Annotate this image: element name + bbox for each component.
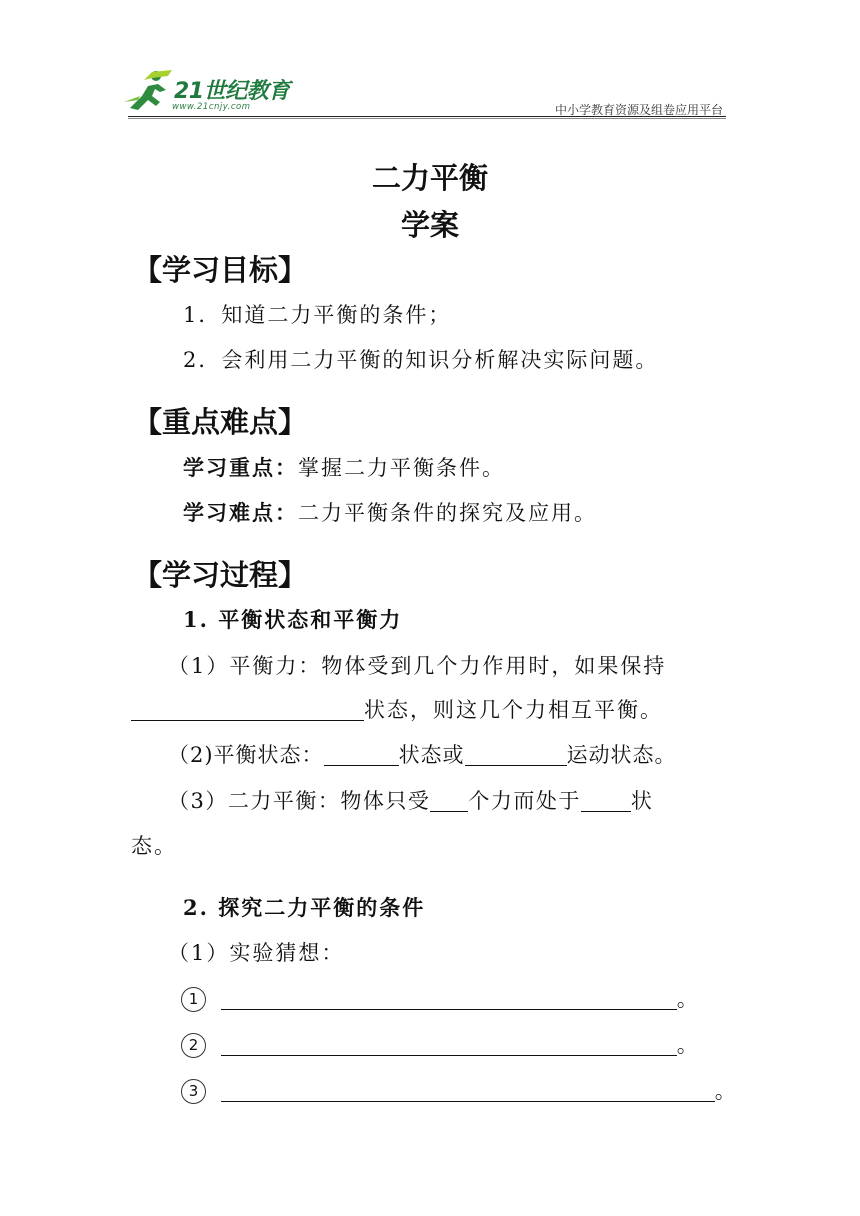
q3-line [168, 785, 653, 815]
guess-end-3: 。 [714, 1079, 738, 1103]
q2-line [168, 739, 677, 769]
q2-text-c: 运动状态。 [566, 743, 677, 767]
objective-item-1: 1．知道二力平衡的条件； [183, 303, 452, 327]
focus-label: 学习重点： [183, 455, 298, 480]
guess-end-2: 。 [676, 1033, 700, 1057]
q2-text-a: （2)平衡状态： [168, 743, 324, 767]
q3-text-b: 个力而处于 [468, 789, 581, 813]
q3-line-end: 态。 [131, 834, 177, 858]
guess-blank-2[interactable] [221, 1033, 677, 1056]
q2-text-b: 状态或 [398, 743, 465, 767]
runner-logo-icon [122, 68, 174, 114]
q3-text-a: （3）二力平衡：物体只受 [168, 789, 431, 813]
guess-blank-3[interactable] [221, 1079, 715, 1102]
guess-item-1 [181, 983, 700, 1013]
header-tagline: 中小学教育资源及组卷应用平台 [554, 103, 723, 117]
logo [122, 68, 297, 118]
header-divider [128, 116, 726, 117]
q1-line-a: （1）平衡力：物体受到几个力作用时，如果保持 [168, 654, 667, 678]
key-points-heading: 【重点难点】 [133, 405, 308, 439]
q3-blank-1[interactable] [430, 789, 468, 812]
page-subtitle: 学案 [400, 208, 459, 242]
q3-text-c: 状 [630, 789, 654, 813]
part1-title: 1. 平衡状态和平衡力 [183, 607, 403, 632]
guess-item-3 [181, 1075, 738, 1105]
objective-item-2: 2．会利用二力平衡的知识分析解决实际问题。 [183, 348, 659, 372]
difficulty-text: 二力平衡条件的探究及应用。 [298, 501, 597, 525]
circled-number-1: 1 [181, 987, 206, 1012]
objectives-heading: 【学习目标】 [133, 253, 308, 287]
logo-text: 21世纪教育 [174, 79, 290, 104]
guess-item-2 [181, 1029, 700, 1059]
guess-blank-1[interactable] [221, 987, 677, 1010]
difficulty-line [183, 497, 597, 527]
part2-title: 2. 探究二力平衡的条件 [183, 895, 426, 920]
q1-blank[interactable] [131, 698, 364, 721]
focus-text: 掌握二力平衡条件。 [298, 456, 505, 480]
part2-q1: （1）实验猜想： [168, 941, 345, 965]
difficulty-label: 学习难点： [183, 500, 298, 525]
page-title: 二力平衡 [371, 161, 488, 195]
circled-number-2: 2 [181, 1033, 206, 1058]
focus-line [183, 452, 505, 482]
q2-blank-1[interactable] [324, 743, 399, 766]
q1-line-b [131, 694, 663, 724]
guess-end-1: 。 [676, 987, 700, 1011]
q3-blank-2[interactable] [581, 789, 631, 812]
q1-suffix: 状态，则这几个力相互平衡。 [364, 698, 663, 722]
logo-url: www.21cnjy.com [172, 102, 251, 112]
header-divider-thin [128, 118, 726, 119]
process-heading: 【学习过程】 [133, 558, 308, 592]
circled-number-3: 3 [181, 1079, 206, 1104]
q2-blank-2[interactable] [465, 743, 567, 766]
